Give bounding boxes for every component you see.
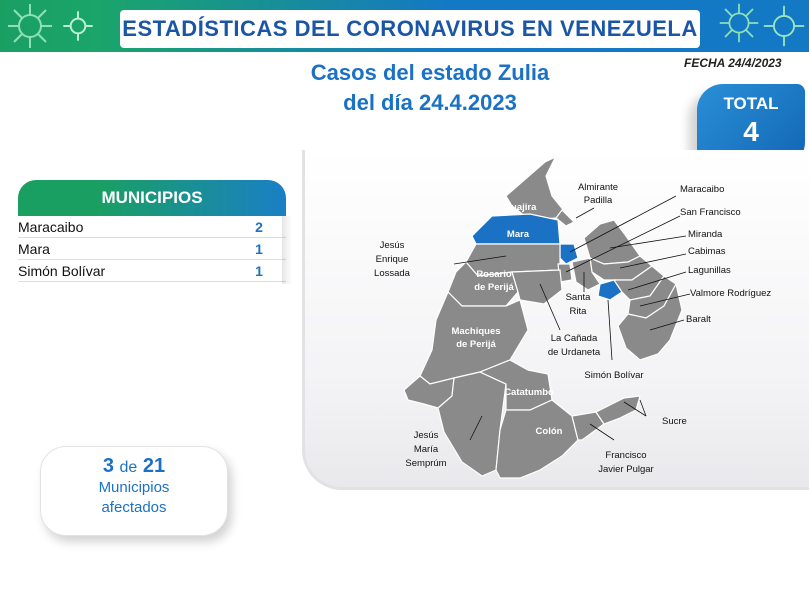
label-francisco-1: Francisco: [605, 450, 647, 461]
label-baralt: Baralt: [686, 314, 711, 325]
affected-label-2: afectados: [101, 499, 167, 516]
label-santa-rita-2: Rita: [569, 306, 587, 317]
label-jesus-maria-3: Semprúm: [405, 458, 447, 469]
title-line-1: Casos del estado Zulia: [310, 60, 550, 85]
label-sucre: Sucre: [662, 416, 687, 427]
municipio-name: Mara: [18, 240, 50, 257]
table-shadow: [282, 216, 292, 284]
table-row: [18, 238, 286, 260]
label-cabimas: Cabimas: [688, 246, 726, 257]
label-miranda: Miranda: [688, 229, 723, 240]
label-machiques-2: de Perijá: [456, 339, 496, 350]
region-sucre: [596, 396, 640, 424]
label-simon-bolivar: Simón Bolívar: [584, 370, 644, 381]
municipio-count: 1: [255, 262, 263, 279]
municipio-name: Simón Bolívar: [18, 262, 106, 279]
region-la-canada: [512, 270, 562, 304]
label-valmore: Valmore Rodríguez: [690, 288, 772, 299]
label-jesus-enrique-1: Jesús: [379, 240, 405, 251]
banner-title: ESTADÍSTICAS DEL CORONAVIRUS EN VENEZUELA: [120, 10, 700, 48]
date-label: FECHA 24/4/2023: [684, 56, 782, 70]
label-canada-2: de Urdaneta: [547, 347, 601, 358]
title-line-2: del día 24.4.2023: [343, 90, 517, 115]
label-francisco-2: Javier Pulgar: [598, 464, 654, 475]
municipio-count: 1: [255, 240, 263, 257]
affected-de: de: [119, 459, 138, 476]
label-rosario-1: Rosario: [476, 269, 512, 280]
affected-count-line: [41, 455, 227, 478]
label-machiques-1: Machiques: [451, 326, 501, 337]
label-san-francisco: San Francisco: [680, 207, 741, 218]
label-almirante-1: Almirante: [577, 182, 619, 193]
label-jesus-maria-2: María: [413, 444, 439, 455]
municipio-count: 2: [255, 218, 263, 235]
label-almirante-2: Padilla: [583, 195, 613, 206]
label-lagunillas: Lagunillas: [688, 265, 731, 276]
region-colon: [496, 400, 578, 478]
municipio-name: Maracaibo: [18, 218, 84, 235]
label-guajira: Guajira: [503, 202, 537, 213]
table-row: [18, 260, 286, 282]
region-miranda: [584, 220, 640, 264]
label-colon: Colón: [535, 426, 563, 437]
table-row: [18, 216, 286, 238]
total-value: 4: [743, 116, 759, 147]
label-canada-1: La Cañada: [550, 333, 598, 344]
affected-label-1: Municipios: [98, 479, 170, 496]
municipios-table: [18, 216, 286, 282]
label-jesus-enrique-2: Enrique: [375, 254, 409, 265]
affected-summary: [40, 446, 228, 536]
label-catatumbo: Catatumbo: [504, 387, 554, 398]
label-rosario-2: de Perijá: [474, 282, 514, 293]
label-maracaibo: Maracaibo: [680, 184, 725, 195]
affected-count: 3: [102, 455, 114, 477]
label-santa-rita-1: Santa: [565, 292, 591, 303]
municipios-header: MUNICIPIOS: [18, 180, 286, 216]
affected-total: 21: [142, 455, 166, 477]
label-jesus-enrique-3: Lossada: [374, 268, 410, 279]
label-mara: Mara: [506, 229, 530, 240]
label-jesus-maria-1: Jesús: [413, 430, 439, 441]
total-label: TOTAL: [723, 94, 779, 113]
